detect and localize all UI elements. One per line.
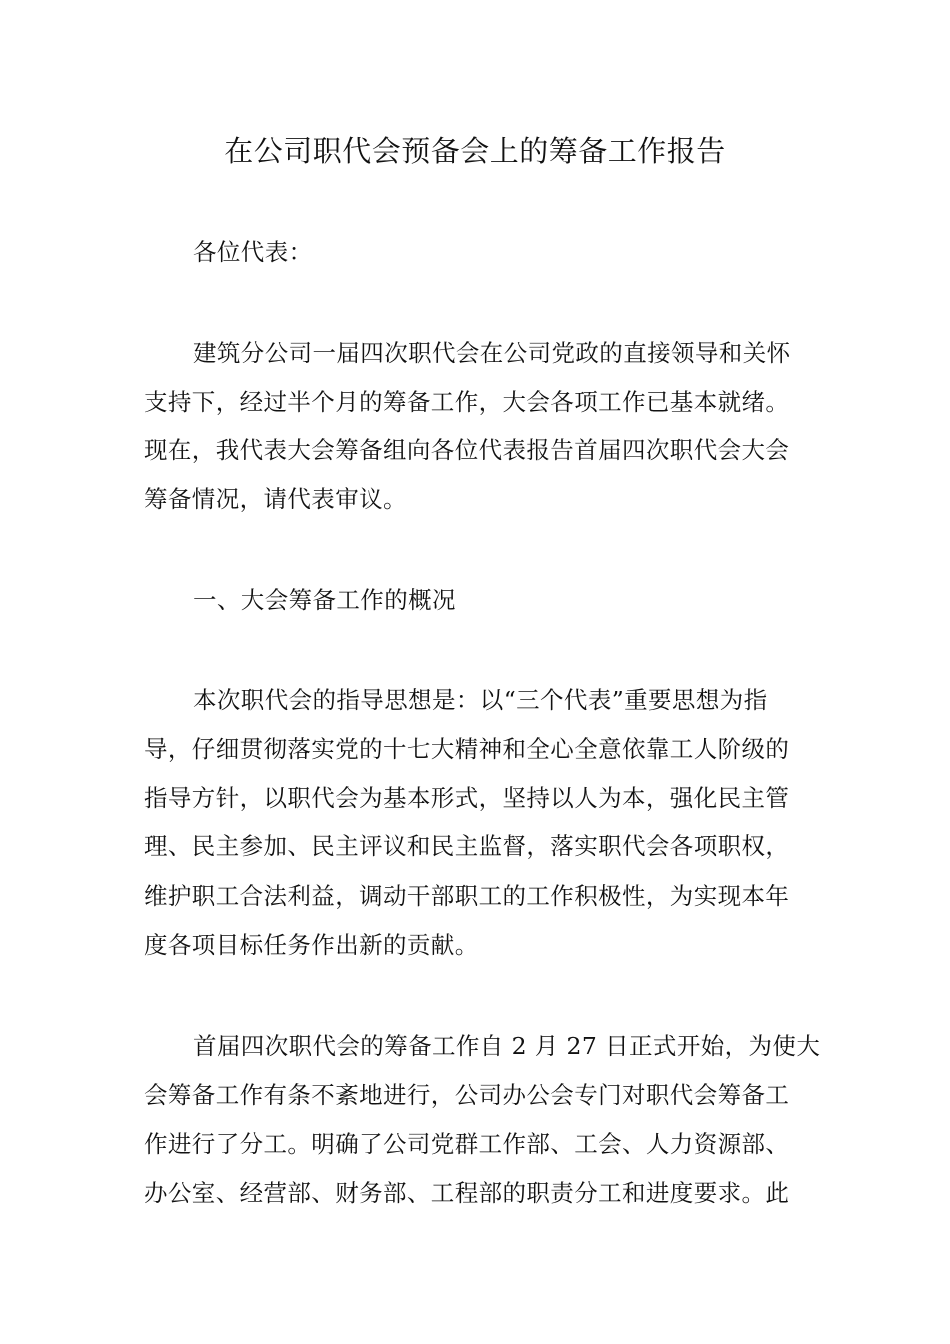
- paragraph-3-line-3: 作进行了分工。明确了公司党群工作部、工会、人力资源部、: [144, 1130, 790, 1158]
- paragraph-3-line-4: 办公室、经营部、财务部、工程部的职责分工和进度要求。此: [144, 1179, 790, 1207]
- document-title: 在公司职代会预备会上的筹备工作报告: [224, 134, 726, 168]
- paragraph-2-line-4: 理、民主参加、民主评议和民主监督，落实职代会各项职权，: [144, 832, 790, 860]
- paragraph-2-line-1: 本次职代会的指导思想是：以“三个代表”重要思想为指: [193, 686, 768, 714]
- paragraph-2-line-2: 导，仔细贯彻落实党的十七大精神和全心全意依靠工人阶级的: [144, 735, 790, 763]
- paragraph-2-line-6: 度各项目标任务作出新的贡献。: [144, 931, 479, 959]
- paragraph-2-line-5: 维护职工合法利益，调动干部职工的工作积极性，为实现本年: [144, 882, 790, 910]
- paragraph-1-line-1: 建筑分公司一届四次职代会在公司党政的直接领导和关怀: [193, 339, 791, 367]
- section-heading-1: 一、大会筹备工作的概况: [193, 586, 456, 614]
- paragraph-1-line-3: 现在，我代表大会筹备组向各位代表报告首届四次职代会大会: [144, 436, 790, 464]
- paragraph-2-line-3: 指导方针，以职代会为基本形式，坚持以人为本，强化民主管: [144, 784, 790, 812]
- paragraph-3-line-1: 首届四次职代会的筹备工作自 2 月 27 日正式开始，为使大: [193, 1032, 821, 1060]
- paragraph-1-line-2: 支持下，经过半个月的筹备工作，大会各项工作已基本就绪。: [144, 388, 790, 416]
- salutation: 各位代表：: [193, 238, 313, 266]
- paragraph-3-line-2: 会筹备工作有条不紊地进行，公司办公会专门对职代会筹备工: [144, 1081, 790, 1109]
- paragraph-1-line-4: 筹备情况，请代表审议。: [144, 485, 407, 513]
